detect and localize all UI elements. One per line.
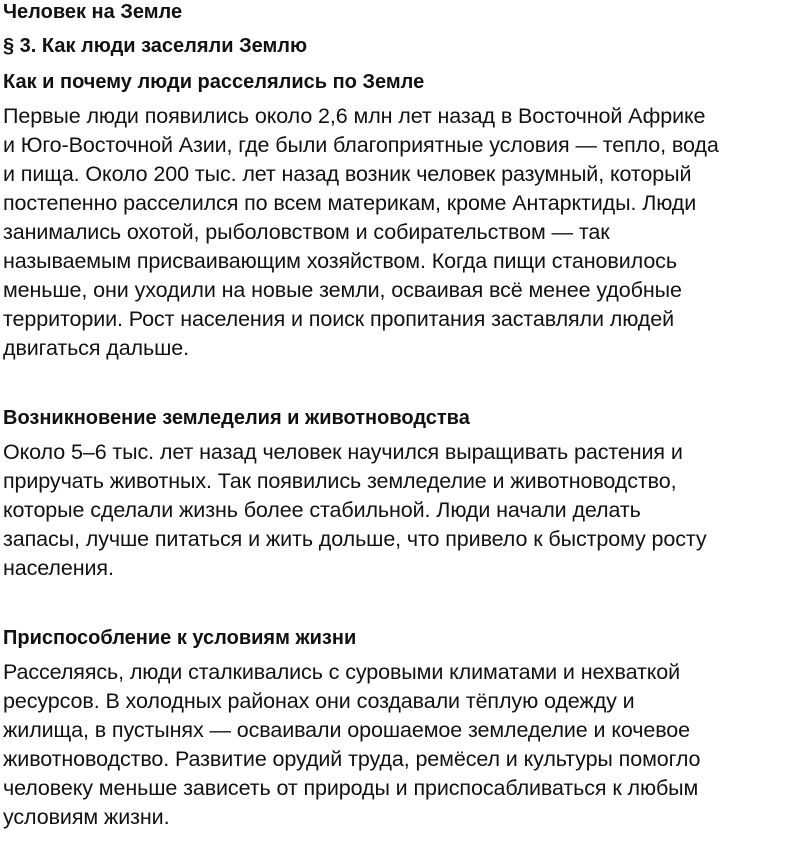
text-line: Расселяясь, люди сталкивались с суровыми климатами и нехваткой xyxy=(3,660,681,684)
text-line: называемым присваивающим хозяйством. Когда пищи становилось xyxy=(3,249,677,273)
text-line: животноводство. Развитие орудий труда, ремёсел и культуры помогло xyxy=(3,747,701,771)
paragraph-title: § 3. Как люди заселяли Землю xyxy=(3,35,308,57)
section-text xyxy=(3,658,796,832)
text-line: запасы, лучше питаться и жить дольше, что привело к быстрому росту xyxy=(3,527,707,551)
section-heading: Как и почему люди расселялись по Земле xyxy=(3,71,425,93)
text-line: приручать животных. Так появились земледелие и животноводство, xyxy=(3,469,677,493)
text-line: территории. Рост населения и поиск пропитания заставляли людей xyxy=(3,307,674,331)
section-adaptation xyxy=(3,626,796,832)
text-line: ресурсов. В холодных районах они создавали тёплую одежду и xyxy=(3,689,635,713)
text-line: условиям жизни. xyxy=(3,805,170,829)
text-line: Первые люди появились около 2,6 млн лет назад в Восточной Африке xyxy=(3,104,706,128)
section-heading: Приспособление к условиям жизни xyxy=(3,627,357,649)
text-line: и пища. Около 200 тыс. лет назад возник человек разумный, который xyxy=(3,162,692,186)
text-line: человеку меньше зависеть от природы и приспосабливаться к любым xyxy=(3,776,699,800)
section-settlement xyxy=(3,70,796,363)
book-title: Человек на Земле xyxy=(3,1,183,23)
text-line: Около 5–6 тыс. лет назад человек научился выращивать растения и xyxy=(3,440,683,464)
text-line: жилища, в пустынях — осваивали орошаемое земледелие и кочевое xyxy=(3,718,691,742)
text-line: которые сделали жизнь более стабильной. Люди начали делать xyxy=(3,498,641,522)
section-heading: Возникновение земледелия и животноводства xyxy=(3,407,470,429)
section-agriculture xyxy=(3,406,796,583)
section-text xyxy=(3,102,796,363)
text-line: и Юго-Восточной Азии, где были благоприятные условия — тепло, вода xyxy=(3,133,719,157)
text-line: населения. xyxy=(3,556,114,580)
text-line: двигаться дальше. xyxy=(3,336,189,360)
section-text xyxy=(3,438,796,583)
text-line: занимались охотой, рыболовством и собирательством — так xyxy=(3,220,610,244)
text-line: меньше, они уходили на новые земли, осваивая всё менее удобные xyxy=(3,278,682,302)
text-line: постепенно расселился по всем материкам, кроме Антарктиды. Люди xyxy=(3,191,697,215)
